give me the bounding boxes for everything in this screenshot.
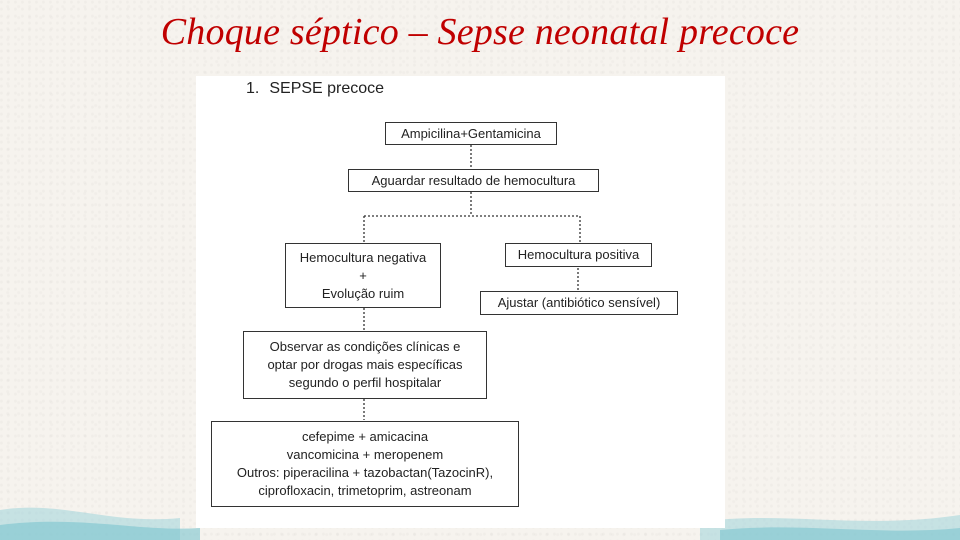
flowchart-figure — [196, 76, 725, 528]
node-aguardar-hemocultura: Aguardar resultado de hemocultura — [348, 169, 599, 192]
node-observar-condicoes — [243, 331, 487, 399]
node-observar-line-1: Observar as condições clínicas e — [269, 339, 461, 354]
node-hemocultura-negativa — [285, 243, 441, 308]
node-negativa-line-2: + — [359, 267, 367, 283]
node-drogas — [211, 421, 519, 507]
node-drogas-line-2: vancomicina + meropenem — [286, 447, 444, 462]
node-hemocultura-positiva: Hemocultura positiva — [505, 243, 652, 267]
node-negativa-line-1: Hemocultura negativa — [299, 249, 427, 265]
node-observar-line-2: optar por drogas mais específicas — [267, 357, 463, 372]
node-observar-line-3: segundo o perfil hospitalar — [288, 375, 442, 390]
node-ampicilina-gentamicina: Ampicilina+Gentamicina — [385, 122, 557, 145]
figure-number: 1. — [246, 80, 260, 97]
figure-heading-text: SEPSE precoce — [269, 80, 385, 97]
node-drogas-line-4: ciprofloxacin, trimetoprim, astreonam — [258, 483, 472, 498]
node-drogas-line-3: Outros: piperacilina + tazobactan(TazocinR), — [236, 465, 494, 480]
node-ajustar-antibiotico: Ajustar (antibiótico sensível) — [480, 291, 678, 315]
slide-title: Choque séptico – Sepse neonatal precoce — [160, 11, 800, 53]
node-negativa-line-3: Evolução ruim — [321, 285, 405, 301]
node-drogas-line-1: cefepime + amicacina — [301, 429, 429, 444]
